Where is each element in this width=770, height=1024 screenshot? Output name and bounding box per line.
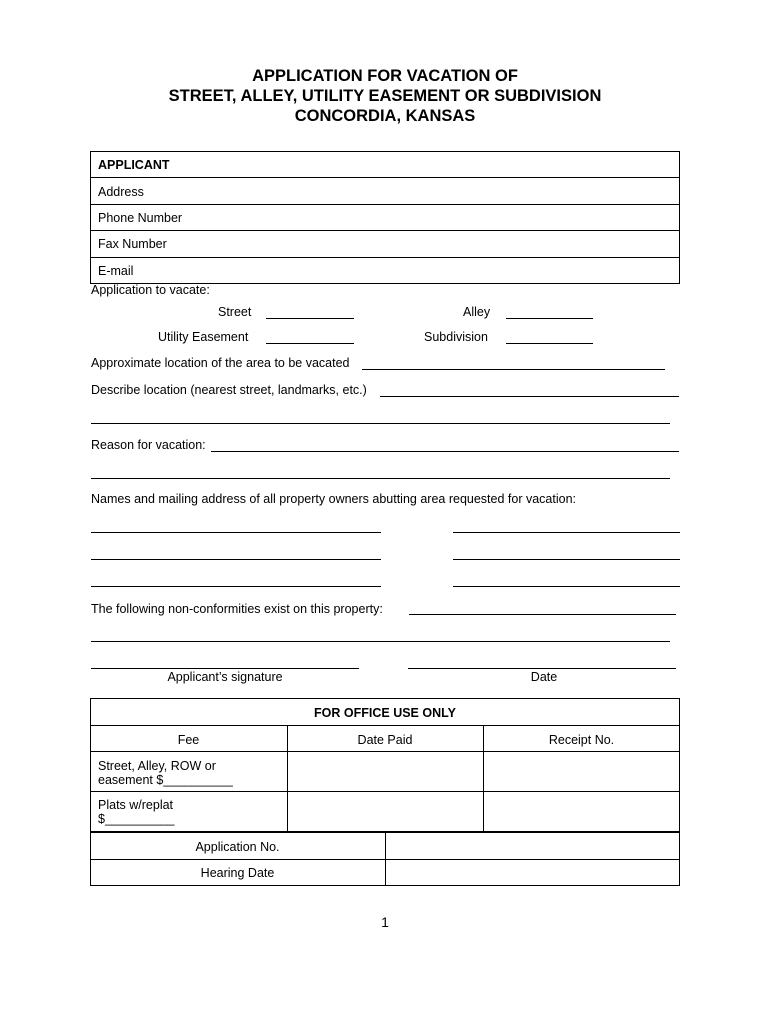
subdivision-label: Subdivision (424, 330, 488, 344)
nonconformities-label: The following non-conformities exist on this property: (91, 602, 383, 616)
plats-fee-amount: $__________ (98, 812, 175, 826)
street-fee-label: Street, Alley, ROW or (98, 759, 216, 773)
application-no-label: Application No. (195, 840, 280, 854)
applicant-divider (90, 177, 680, 178)
office-table-column-divider (385, 832, 386, 886)
describe-location-blank[interactable] (380, 396, 679, 397)
date-line[interactable] (408, 668, 676, 669)
owners-label: Names and mailing address of all property owners abutting area requested for vacation: (91, 492, 576, 506)
receipt-no-column-header: Receipt No. (548, 733, 615, 747)
fax-number-field[interactable]: Fax Number (98, 237, 167, 251)
fee-column-header: Fee (177, 733, 200, 747)
approx-location-blank[interactable] (362, 369, 665, 370)
applicant-divider (90, 204, 680, 205)
email-field[interactable]: E-mail (98, 264, 134, 278)
applicant-signature-label: Applicant’s signature (167, 670, 283, 684)
utility-easement-label: Utility Easement (158, 330, 249, 344)
date-paid-column-header: Date Paid (357, 733, 413, 747)
reason-blank-2[interactable] (91, 478, 670, 479)
applicant-divider (90, 230, 680, 231)
street-blank[interactable] (266, 318, 354, 319)
easement-fee-label: easement $__________ (98, 773, 233, 787)
form-title-line-1: APPLICATION FOR VACATION OF (252, 67, 518, 85)
alley-blank[interactable] (506, 318, 593, 319)
alley-label: Alley (463, 305, 491, 319)
hearing-date-label: Hearing Date (200, 866, 275, 880)
nonconformities-blank-2[interactable] (91, 641, 670, 642)
subdivision-blank[interactable] (506, 343, 593, 344)
street-label: Street (218, 305, 252, 319)
nonconformities-blank[interactable] (409, 614, 676, 615)
form-title-line-3: CONCORDIA, KANSAS (294, 107, 476, 125)
office-table-divider (90, 725, 680, 726)
owner-blank[interactable] (453, 559, 680, 560)
signature-date-label: Date (530, 670, 558, 684)
office-use-header: FOR OFFICE USE ONLY (314, 706, 456, 720)
owner-blank[interactable] (91, 559, 381, 560)
owner-blank[interactable] (91, 532, 381, 533)
phone-number-field[interactable]: Phone Number (98, 211, 183, 225)
approx-location-label: Approximate location of the area to be vacated (91, 356, 350, 370)
utility-easement-blank[interactable] (266, 343, 354, 344)
address-field[interactable]: Address (98, 185, 144, 199)
signature-line[interactable] (91, 668, 359, 669)
office-table-divider (90, 751, 680, 752)
applicant-header: APPLICANT (98, 158, 170, 172)
owner-blank[interactable] (453, 532, 680, 533)
describe-location-label: Describe location (nearest street, landmarks, etc.) (91, 383, 367, 397)
vacate-label: Application to vacate: (91, 283, 210, 297)
form-title-line-2: STREET, ALLEY, UTILITY EASEMENT OR SUBDIVISION (168, 87, 602, 105)
describe-location-blank-2[interactable] (91, 423, 670, 424)
page-number: 1 (381, 914, 389, 930)
office-table-divider (90, 791, 680, 792)
owner-blank[interactable] (91, 586, 381, 587)
reason-label: Reason for vacation: (91, 438, 206, 452)
reason-blank[interactable] (211, 451, 679, 452)
applicant-divider (90, 257, 680, 258)
plats-fee-label: Plats w/replat (98, 798, 174, 812)
owner-blank[interactable] (453, 586, 680, 587)
